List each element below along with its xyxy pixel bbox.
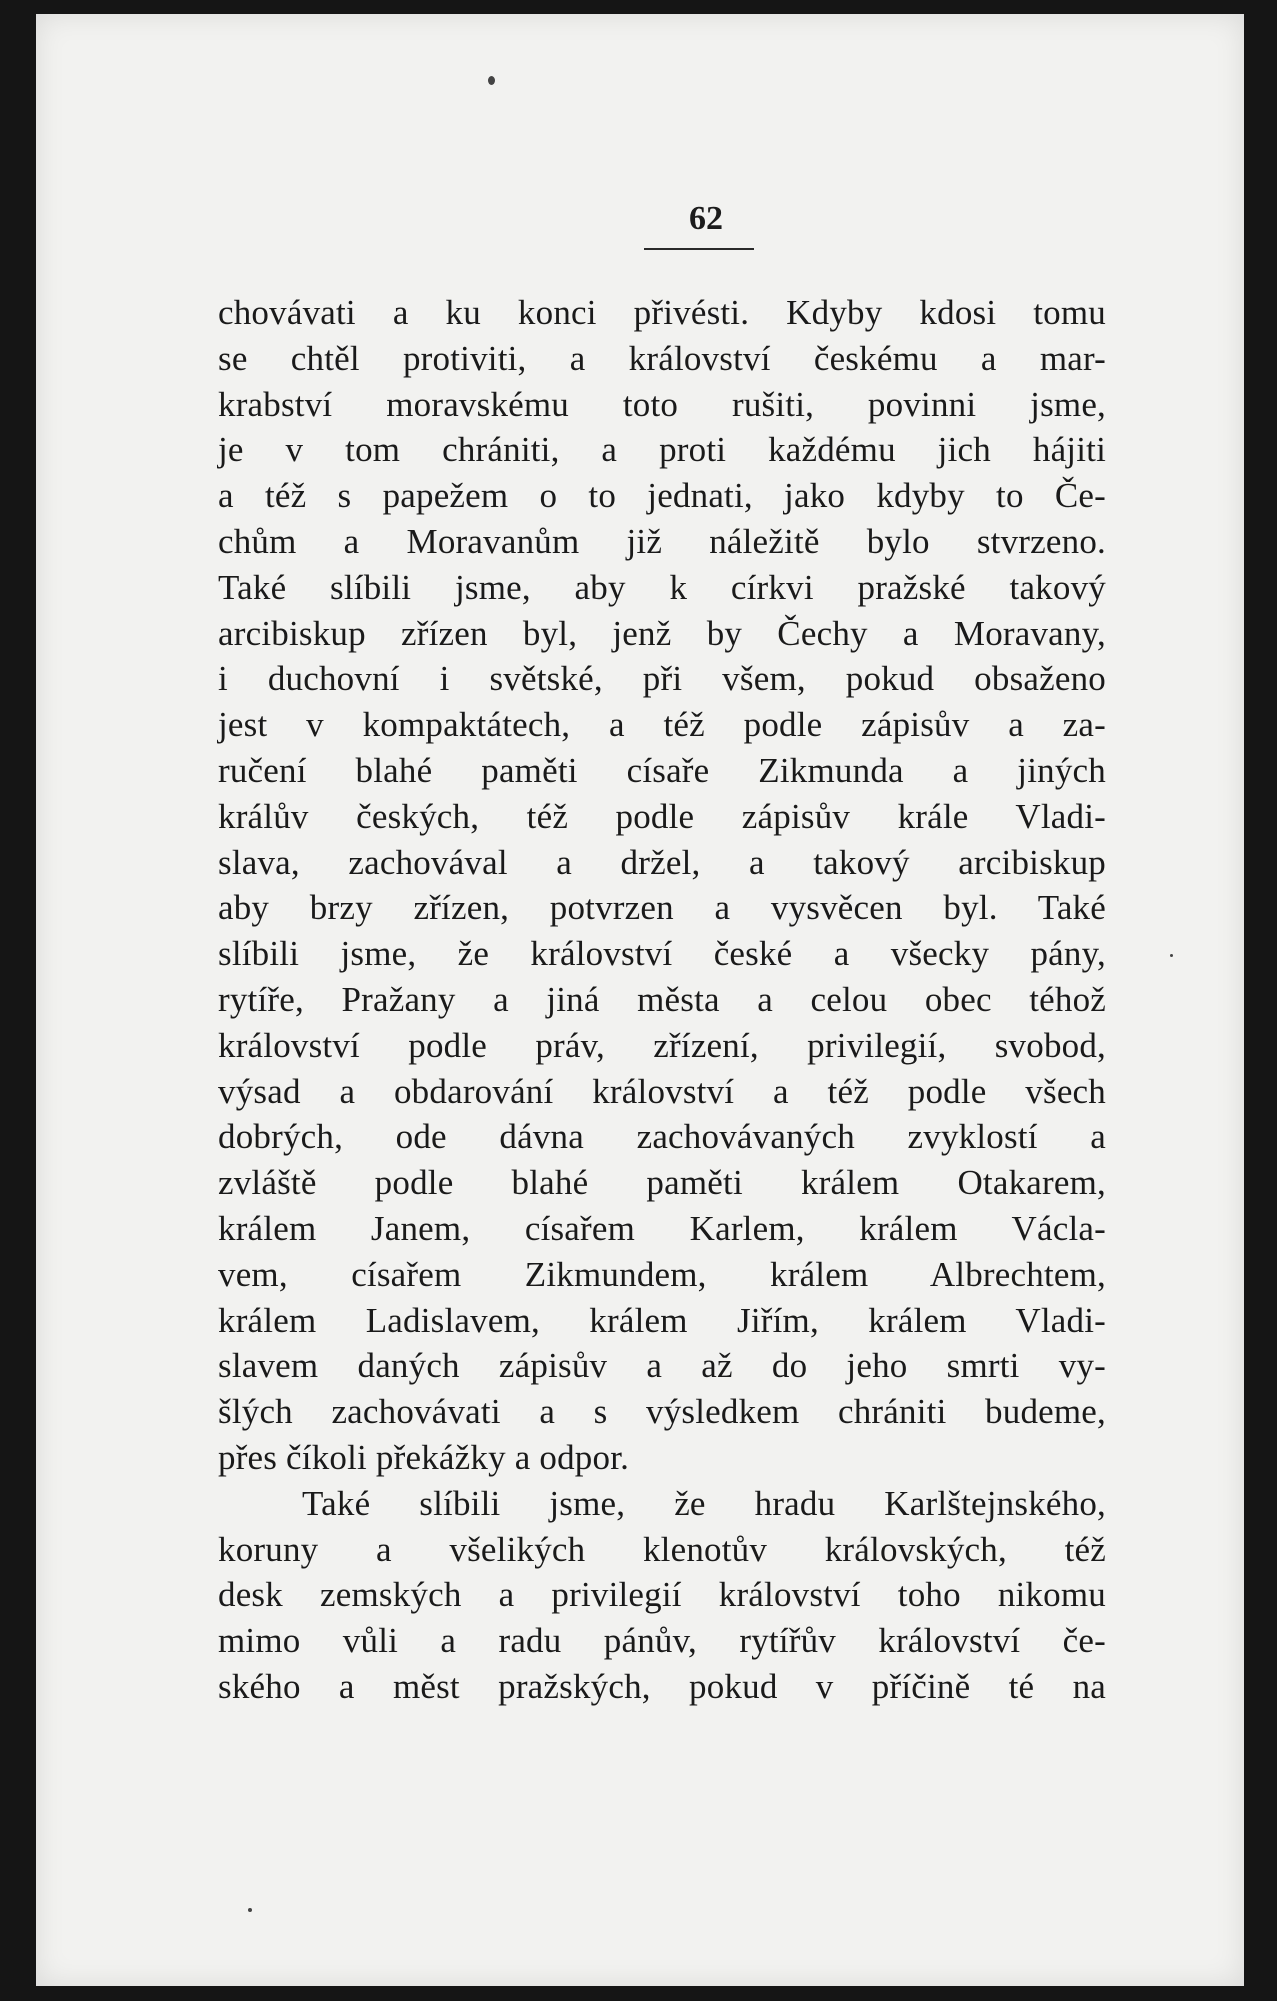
ink-speck [248, 1908, 252, 1912]
text-line: králem Janem, císařem Karlem, králem Václa- [218, 1208, 1106, 1248]
text-line: rytíře, Pražany a jiná města a celou obec téhož [218, 979, 1106, 1019]
text-line: slíbili jsme, že království české a všecky pány, [218, 934, 1106, 974]
text-line: přes číkoli překážky a odpor. [218, 1437, 630, 1477]
text-line: Také slíbili jsme, že hradu Karlštejnského, [302, 1483, 1106, 1523]
text-line: se chtěl protiviti, a království českému a mar- [218, 338, 1106, 378]
text-line: mimo vůli a radu pánův, rytířův království če- [218, 1621, 1106, 1661]
text-line: Také slíbili jsme, aby k církvi pražské takový [218, 567, 1106, 607]
text-line: slava, zachovával a držel, a takový arcibiskup [218, 842, 1106, 882]
text-line: aby brzy zřízen, potvrzen a vysvěcen byl. Také [218, 888, 1106, 928]
text-line: a též s papežem o to jednati, jako kdyby to Če- [218, 476, 1106, 516]
text-line: chům a Moravanům již náležitě bylo stvrzeno. [218, 521, 1106, 561]
text-line: králem Ladislavem, králem Jiřím, králem Vladi- [218, 1300, 1106, 1340]
text-line: ského a měst pražských, pokud v příčině té na [218, 1666, 1106, 1706]
text-line: království podle práv, zřízení, privilegií, svobod, [218, 1025, 1106, 1065]
text-line: slavem daných zápisův a až do jeho smrti vy- [218, 1346, 1106, 1386]
text-line: králův českých, též podle zápisův krále Vladi- [218, 796, 1106, 836]
text-line: i duchovní i světské, při všem, pokud obsaženo [218, 659, 1106, 699]
text-line: jest v kompaktátech, a též podle zápisův a za- [218, 705, 1106, 745]
text-line: je v tom chrániti, a proti každému jich hájiti [218, 430, 1106, 470]
text-line: vem, císařem Zikmundem, králem Albrechtem, [218, 1254, 1106, 1294]
page-number: 62 [689, 200, 723, 237]
ink-speck [1170, 954, 1173, 957]
text-line: dobrých, ode dávna zachovávaných zvyklostí a [218, 1117, 1106, 1157]
text-line: krabství moravskému toto rušiti, povinni jsme, [218, 384, 1106, 424]
text-line: chovávati a ku konci přivésti. Kdyby kdosi tomu [218, 293, 1106, 332]
text-line: výsad a obdarování království a též podle všech [218, 1071, 1106, 1111]
text-line: ručení blahé paměti císaře Zikmunda a jiných [218, 750, 1106, 790]
text-line: arcibiskup zřízen byl, jenž by Čechy a Moravany, [218, 613, 1106, 653]
text-line: šlých zachovávati a s výsledkem chrániti budeme, [218, 1392, 1106, 1432]
page-number-rule [644, 248, 754, 250]
text-line: desk zemských a privilegií království toho nikomu [218, 1575, 1106, 1615]
text-line: zvláště podle blahé paměti králem Otakarem, [218, 1163, 1106, 1203]
text-line: koruny a všelikých klenotův královských, též [218, 1529, 1106, 1569]
body-text [218, 290, 1106, 1710]
ink-speck [488, 76, 495, 85]
